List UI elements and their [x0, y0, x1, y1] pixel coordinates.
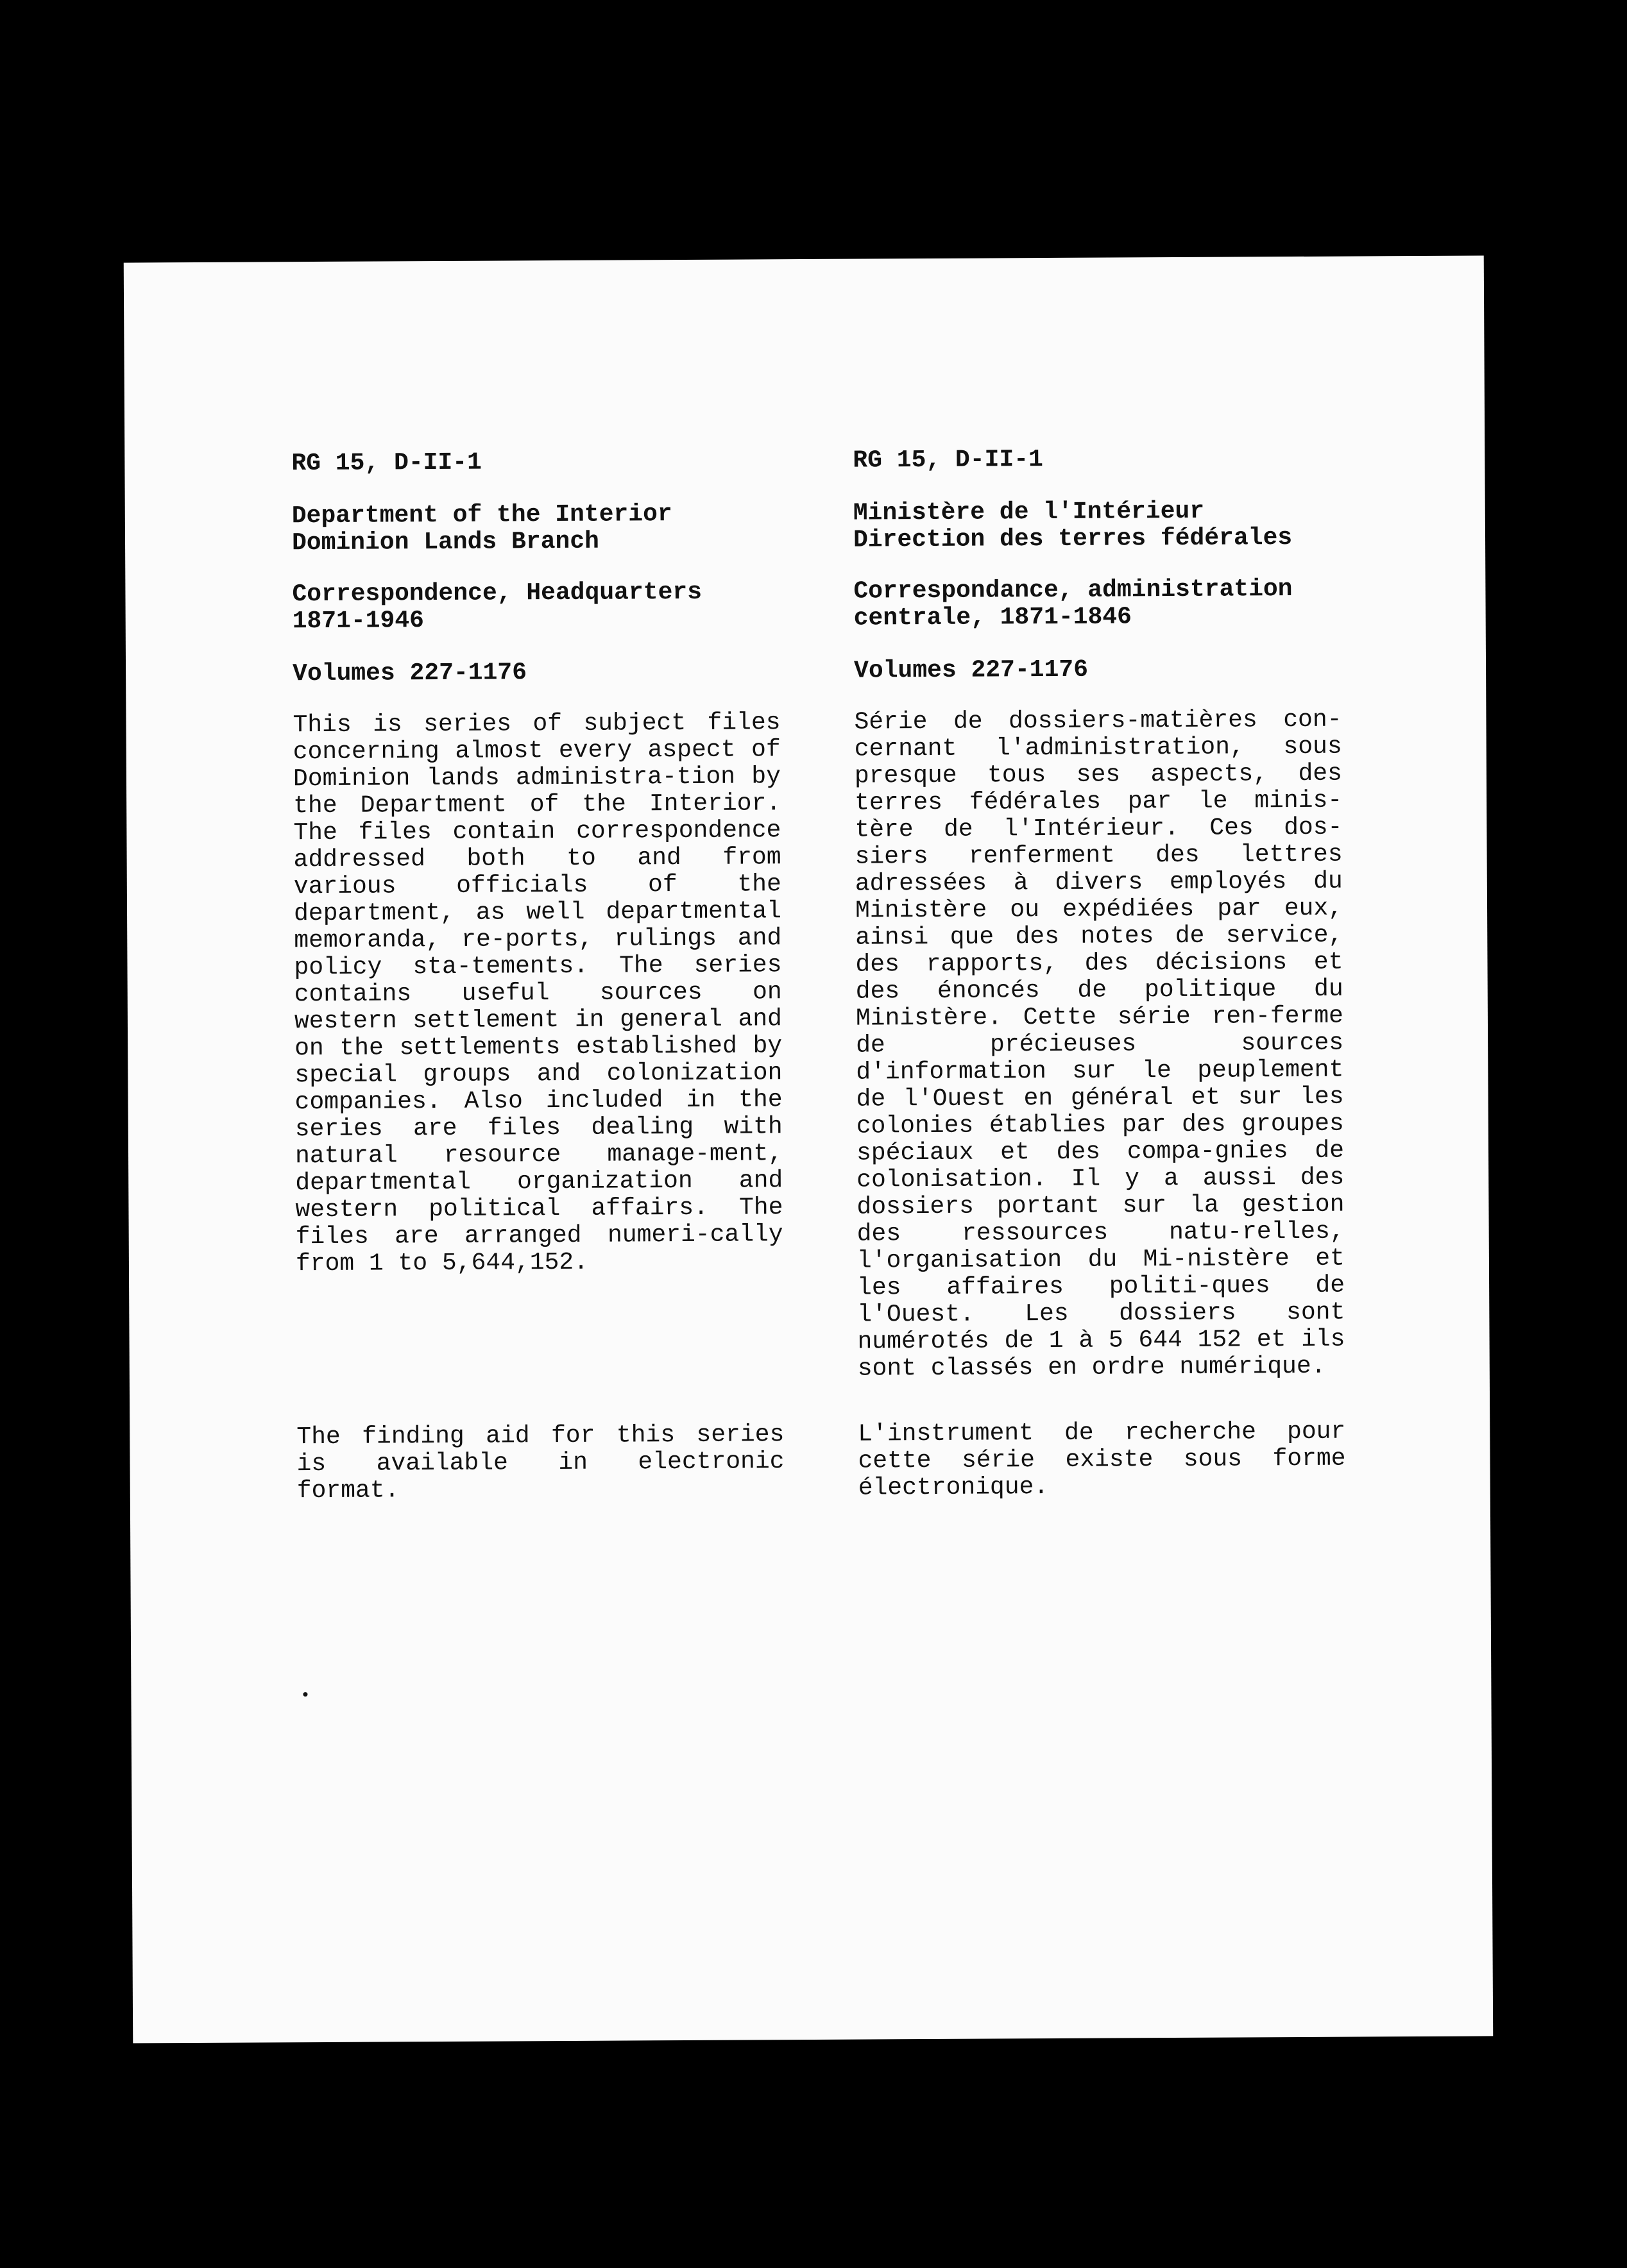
series-title-fr: Correspondance, administration centrale, 1871-1846 [853, 575, 1293, 632]
volumes-range-fr: Volumes 227-1176 [853, 656, 1089, 685]
finding-aid-note-fr: L'instrument de recherche pour cette série existe sous forme électronique. [858, 1418, 1346, 1502]
volumes-range: Volumes 227-1176 [292, 659, 527, 688]
series-description-fr: Série de dossiers-matières con-cernant l'administration, sous presque tous ses aspects, des terres fédérales par le minis-tère de l'Intérieur. Ces dos-siers renferment des lettres adressées à divers employés du Ministère ou expédiées par eux, ainsi que des notes de service, des rapports, des décisions et des énoncés de politique du Ministère. Cette série ren-ferme de précieuses sources d'information sur le peuplement de l'Ouest en général et sur les colonies établies par des groupes spéciaux et des compa-gnies de colonisation. Il y a aussi des dossiers portant sur la gestion des ressources natu-relles, l'organisation du Mi-nistère et les affaires politi-ques de l'Ouest. Les dossiers sont numérotés de 1 à 5 644 152 et ils sont classés en ordre numérique. [854, 706, 1345, 1383]
english-column [291, 448, 785, 1505]
record-group-reference-fr: RG 15, D-II-1 [853, 446, 1043, 475]
department-heading-fr: Ministère de l'Intérieur Direction des terres fédérales [853, 497, 1293, 554]
stray-mark [303, 1692, 307, 1697]
series-description: This is series of subject files concerning almost every aspect of Dominion lands administra-tion by the Department of the Interior. The files contain correspondence addressed both to and from various officials of the department, as well departmental memoranda, re-ports, rulings and policy sta-tements. The series contains useful sources on western settlement in general and on the settlements established by special groups and colonization companies. Also included in the series are files dealing with natural resource manage-ment, departmental organization and western political affairs. The files are arranged numeri-cally from 1 to 5,644,152. [293, 709, 783, 1278]
record-group-reference: RG 15, D-II-1 [291, 448, 482, 478]
document-page [124, 255, 1494, 2043]
french-column [853, 445, 1346, 1502]
series-title: Correspondence, Headquarters 1871-1946 [292, 578, 703, 636]
finding-aid-note: The finding aid for this series is available in electronic format. [296, 1421, 785, 1505]
department-heading: Department of the Interior Dominion Lands Branch [291, 500, 672, 557]
